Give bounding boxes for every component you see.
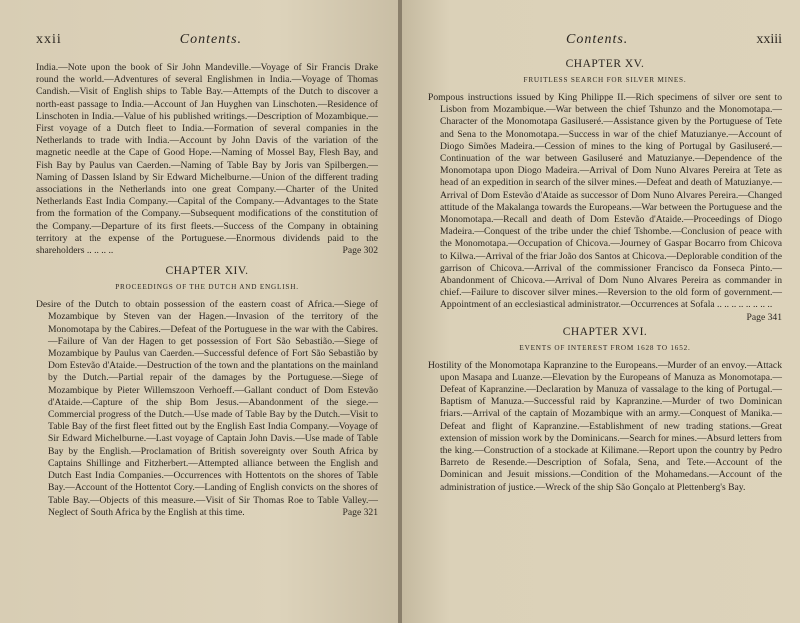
chapter-16-subtitle: EVENTS OF INTEREST FROM 1628 TO 1652. <box>519 343 691 352</box>
chapter-15-title: CHAPTER XV. <box>565 58 645 70</box>
page-ref-302: Page 302 <box>342 245 378 257</box>
chapter-16-paragraph <box>428 360 782 494</box>
page-number-right: xxiii <box>756 32 782 47</box>
continued-contents-text: India.—Note upon the book of Sir John Mandeville.—Voyage of Sir Francis Drake round the world.—Adventures of several Englishmen in India.—Voyage of Thomas Candish.—Visit of English ships to Table Bay.—Attempts of the Dutch to discover a north-east passage to India.—Account of Jan Huyghen van Linschoten.—Residence of Linschoten in India.—Value of his published writings.—Description of Mozambique.—First voyage of a Dutch fleet to India.—Formation of several companies in the Netherlands to trade with India.—Account by John Davis of the variation of the magnetic needle at the Cape of Good Hope.—Naming of Mossel Bay, Flesh Bay, and Fish Bay by Paulus van Caerden.—Naming of Table Bay by Joris van Spilbergen.—Naming of Dassen Island by Sir Edward Michelburne.—Union of the different trading associations in the Netherlands into one great Company.—Charter of the United Netherlands East India Company.—Capital of the Company.—Advantages to the State from the formation of the Company.—Subsequent modifications of the constitution of the Company.—Departure of its first fleets.—Success of the Company in obtaining territory at the expense of the Portuguese.—Enormous dividends paid to the shareholders .. .. .. .. <box>36 62 378 257</box>
running-head-right: Contents. <box>566 32 629 47</box>
chapter-15-subtitle: FRUITLESS SEARCH FOR SILVER MINES. <box>523 76 687 84</box>
left-page <box>0 0 398 623</box>
chapter-14-subtitle: PROCEEDINGS OF THE DUTCH AND ENGLISH. <box>115 283 299 292</box>
running-head-left: Contents. <box>179 32 243 47</box>
chapter-16-title: CHAPTER XVI. <box>562 325 648 338</box>
chapter-14-paragraph <box>36 299 378 519</box>
chapter-15-text: Pompous instructions issued by King Philippe II.—Rich specimens of silver ore sent to Lisbon from Mozambique.—War between the chief Tshunzo and the Monomotapa.—Character of the Monomotapa Gasiluseré.—Assistance given by the Portuguese of Tete and Sena to the Monomotapa.—Success in war of the chief Matuzianye.—Account of Diogo Simões Madeira.—Cession of mines to the king of Portugal by Gasiluseré.—Continuation of the war between Gasiluseré and Matuzianye.—Dependence of the Monomotapa upon Diogo Madeira.—Arrival of Dom Nuno Alvares Pereira at Tete as head of an expedition in search of the silver mines.—Defeat and death of Matuzianye.—Arrival of Dom Estevão d'Ataide as successor of Dom Nuno Alvares Pereira.—Changed attitude of the Makalanga towards the Europeans.—War between the Portuguese and the Monomotapa.—Recall and death of Dom Estevão d'Ataide.—Proceedings of Diogo Madeira.—Conquest of the tribe under the chief Tshombe.—Conclusion of peace with the Monomotapa.—Occupation of Chicova.—Journey of Gaspar Bocarro from Chicova to Kilwa.—Arrival of the friar João dos Santos at Chicova.—Deplorable condition of the garrison of Chicova.—Arrival of the commissioner Francisco da Fonseca Pinto.—Abandonment of Chicova.—Arrival of Dom Nuno Alvares Pereira as commander in chief.—Failure to discover silver mines.—Reversion to the old form of government.—Appointment of an ecclesiastical administrator.—Occurrences at Sofala .. .. .. .. .. .. .. .. <box>428 92 782 311</box>
chapter-14-title: CHAPTER XIV. <box>165 265 249 278</box>
chapter-15-paragraph <box>428 92 782 323</box>
page-ref-341: Page 341 <box>746 311 782 323</box>
right-page <box>402 0 800 623</box>
continued-contents-paragraph <box>36 62 378 257</box>
right-page-header <box>428 32 782 48</box>
page-ref-321: Page 321 <box>342 506 378 518</box>
left-page-header <box>36 32 378 48</box>
page-number-left: xxii <box>36 32 62 47</box>
chapter-14-text: Desire of the Dutch to obtain possession of the eastern coast of Africa.—Siege of Mozambique by Steven van der Hagen.—Invasion of the territory of the Monomotapa by the Cabires.—Defeat of the Portuguese in the war with the Cabires.—Failure of Van der Hagen to get possession of Fort São Sebastião.—Siege of Mozambique by Paulus van Caerden.—Successful defence of Fort São Sebastião by Dom Estevão d'Ataide.—Destruction of the town and the plantations on the mainland by the Dutch.—Partial repair of the damages by the Portuguese.—Siege of Mozambique by Pieter Willemszoon Verhoeff.—Gallant conduct of Dom Estevão d'Ataide.—Capture of the ship Bom Jesus.—Abandonment of the siege.—Commercial progress of the Dutch.—Use made of Table Bay by the Dutch.—Visit to Table Bay of the first fleet fitted out by the English East India Company.—Voyage of Sir Edward Michelburne.—Last voyage of Captain John Davis.—Use made of Table Bay by the English.—Proclamation of British sovereignty over South Africa by Captains Shillinge and Fitzherbert.—Attempted alliance between the English and Dutch East India Companies.—Occurrences with Hottentots on the shores of Table Bay.—Account of the Hottentot Cory.—Landing of English convicts on the shores of Table Bay.—Objects of this measure.—Visit of Sir Thomas Roe to Table Valley.—Neglect of South Africa by the English at this time. <box>36 299 378 518</box>
chapter-16-text: Hostility of the Monomotapa Kapranzine to the Europeans.—Murder of an envoy.—Attack upon Masapa and Luanze.—Elevation by the Europeans of Manuza as Monomotapa.—Defeat of Kapranzine.—Declaration by Manuza of vassalage to the king of Portugal.—Baptism of Manuza.—Successful raid by Kapranzine.—Murder of two Dominican friars.—Arrival of the captain of Mozambique with an army.—Conquest of Manika.—Defeat and flight of Kapranzine.—Establishment of new trading stations.—Great extension of mission work by the Dominicans.—Search for mines.—Absurd letters from the king.—Construction of a stockade at Kilimane.—Report upon the country by Pedro Barreto de Resende.—Description of Sofala, Sena, and Tete.—Account of the Dominican and Jesuit missions.—Condition of the Mohamedans.—Account of the administration of justice.—Wreck of the ship São Gonçalo at Plettenberg's Bay. <box>428 359 782 493</box>
